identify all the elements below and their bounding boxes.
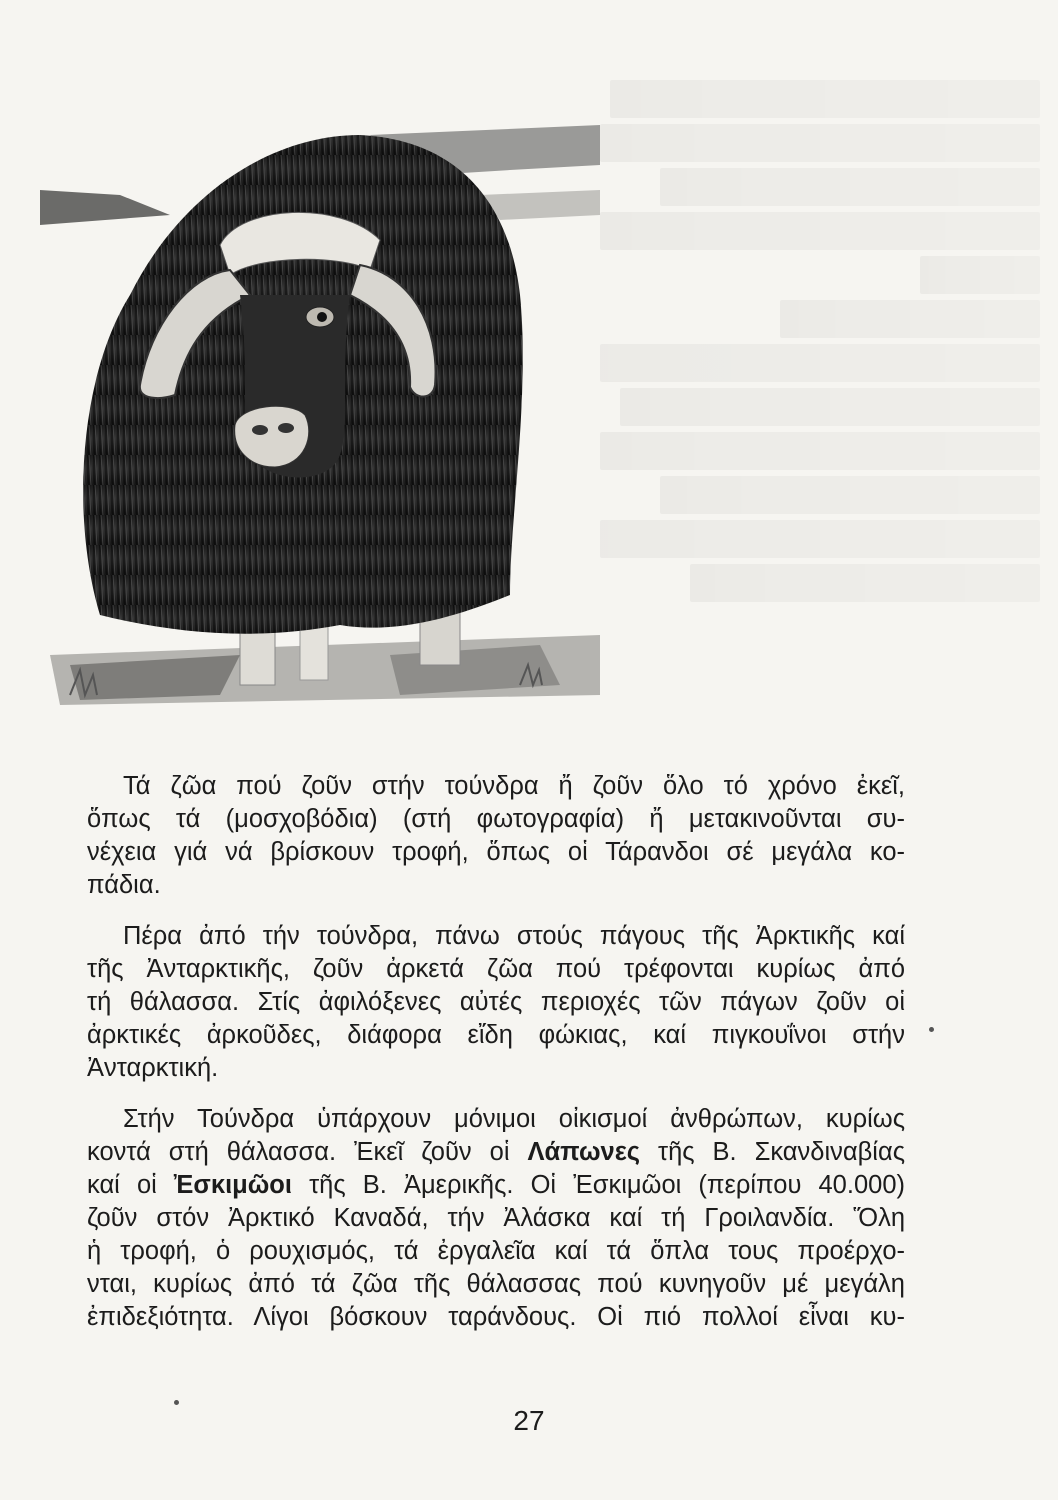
text-span: τῆς Β. Σκανδιναβίας (640, 1138, 905, 1166)
text-line: Πέρα ἀπό τήν τούνδρα, πάνω στούς πάγους τῆς Ἀρκτικῆς καί (123, 922, 905, 950)
speck (929, 1027, 934, 1032)
paragraph-3 (87, 1103, 905, 1334)
text-line: νται, κυρίως ἀπό τά ζῶα τῆς θάλασσας πού κυνηγοῦν μέ μεγάλη (87, 1270, 905, 1298)
text-line: Ἀνταρκτική. (87, 1054, 219, 1082)
term-eskimos: Ἐσκιμῶοι (173, 1171, 292, 1199)
text-line (87, 1136, 905, 1169)
text-line (87, 1169, 905, 1202)
text-span: τῆς Β. Ἀμερικῆς. Οἱ Ἐσκιμῶοι (περίπου 40.000) (291, 1171, 905, 1199)
text-line: ζοῦν στόν Ἀρκτικό Καναδά, τήν Ἀλάσκα καί τή Γροιλανδία. Ὅλη (87, 1204, 905, 1232)
text-line: Στήν Τούνδρα ὑπάρχουν μόνιμοι οἰκισμοί ἀνθρώπων, κυρίως (123, 1105, 905, 1133)
musk-ox-illustration (40, 95, 610, 735)
paragraph-2 (87, 920, 905, 1085)
text-line: πάδια. (87, 871, 161, 899)
body-text (87, 770, 905, 1352)
page-number: 27 (513, 1405, 545, 1436)
text-line: ἀρκτικές ἀρκοῦδες, διάφορα εἴδη φώκιας, καί πιγκουΐνοι στήν (87, 1021, 905, 1049)
term-laplanders: Λάπωνες (527, 1138, 641, 1166)
text-line: Τά ζῶα πού ζοῦν στήν τούνδρα ἤ ζοῦν ὅλο τό χρόνο ἐκεῖ, (123, 772, 905, 800)
paragraph-1 (87, 770, 905, 902)
text-span: καί οἱ (87, 1171, 174, 1199)
text-line: ἡ τροφή, ὁ ρουχισμός, τά ἐργαλεῖα καί τά ὅπλα τους προέρχο- (87, 1237, 905, 1265)
bleed-through-text (560, 80, 1040, 608)
text-line: νέχεια γιά νά βρίσκουν τροφή, ὅπως οἱ Τάρανδοι σέ μεγάλα κο- (87, 838, 905, 866)
text-span: κοντά στή θάλασσα. Ἐκεῖ ζοῦν οἱ (87, 1138, 528, 1166)
text-line: ἐπιδεξιότητα. Λίγοι βόσκουν ταράνδους. Οἱ πιό πολλοί εἶναι κυ- (87, 1303, 905, 1331)
text-line: τή θάλασσα. Στίς ἀφιλόξενες αὐτές περιοχές τῶν πάγων ζοῦν οἱ (87, 988, 905, 1016)
text-line: τῆς Ἀνταρκτικῆς, ζοῦν ἀρκετά ζῶα πού τρέφονται κυρίως ἀπό (87, 955, 905, 983)
text-line: ὅπως τά (μοσχοβόδια) (στή φωτογραφία) ἤ μετακινοῦνται συ- (87, 805, 905, 833)
